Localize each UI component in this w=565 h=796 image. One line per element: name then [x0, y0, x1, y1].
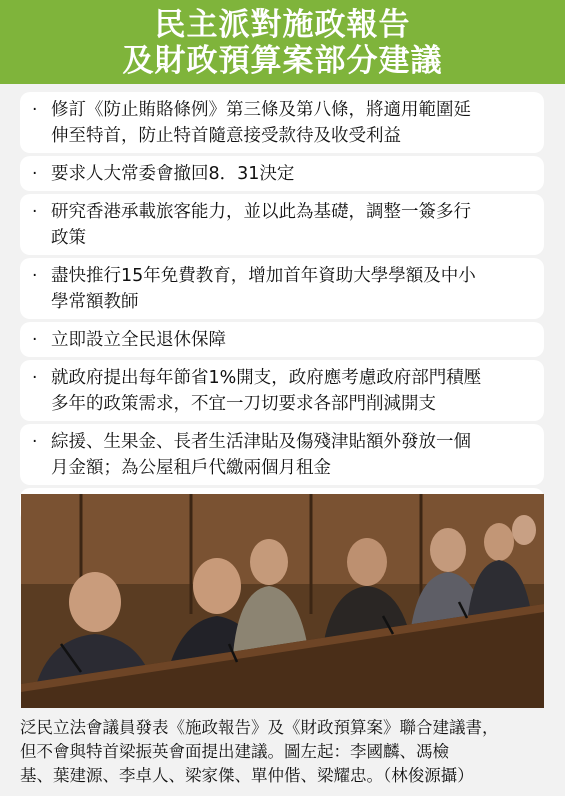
proposal-text: 研究香港承載旅客能力，並以此為基礎，調整一簽多行: [51, 202, 471, 222]
proposal-item: [20, 194, 544, 255]
bullet-icon: ·: [32, 368, 38, 388]
proposal-list: [20, 92, 544, 526]
photo-caption: [20, 716, 545, 788]
bullet-icon: ·: [32, 202, 38, 222]
caption-line: 基、葉建源、李卓人、梁家傑、單仲偕、梁耀忠。（林俊源攝）: [20, 766, 474, 785]
proposal-text: 伸至特首，防止特首隨意接受款待及收受利益: [51, 126, 401, 146]
bullet-icon: ·: [32, 164, 38, 184]
title-line-1: 民主派對施政報告: [154, 7, 411, 43]
bullet-icon: ·: [32, 432, 38, 452]
proposal-text: 政策: [51, 228, 86, 248]
proposal-item: [20, 92, 544, 153]
caption-line: 泛民立法會議員發表《施政報告》及《財政預算案》聯合建議書，: [20, 718, 499, 737]
proposal-text: 就政府提出每年節省1%開支，政府應考慮政府部門積壓: [51, 368, 482, 388]
proposal-item: [20, 258, 544, 319]
bullet-icon: ·: [32, 100, 38, 120]
proposal-text: 盡快推行15年免費教育，增加首年資助大學學額及中小: [51, 266, 476, 286]
caption-line: 但不會與特首梁振英會面提出建議。圖左起：李國麟、馮檢: [20, 742, 449, 761]
proposal-text: 綜援、生果金、長者生活津貼及傷殘津貼額外發放一個: [51, 432, 471, 452]
proposal-item: [20, 360, 544, 421]
legislators-photo: [21, 494, 544, 708]
proposal-item: [20, 156, 544, 191]
bullet-icon: ·: [32, 330, 38, 350]
photo-illustration-icon: [21, 494, 544, 708]
proposal-text: 立即設立全民退休保障: [51, 330, 226, 350]
proposal-text: 月金額；為公屋租戶代繳兩個月租金: [51, 458, 331, 478]
proposal-item: [20, 322, 544, 357]
proposal-text: 修訂《防止賄賂條例》第三條及第八條，將適用範圍延: [51, 100, 471, 120]
proposal-text: 多年的政策需求，不宜一刀切要求各部門削減開支: [51, 394, 436, 414]
proposal-text: 學常額教師: [51, 292, 139, 312]
bullet-icon: ·: [32, 266, 38, 286]
proposal-item: [20, 424, 544, 485]
proposal-text: 要求人大常委會撤回8．31決定: [51, 164, 295, 184]
header-banner: [0, 0, 565, 84]
title-line-2: 及財政預算案部分建議: [122, 43, 443, 79]
